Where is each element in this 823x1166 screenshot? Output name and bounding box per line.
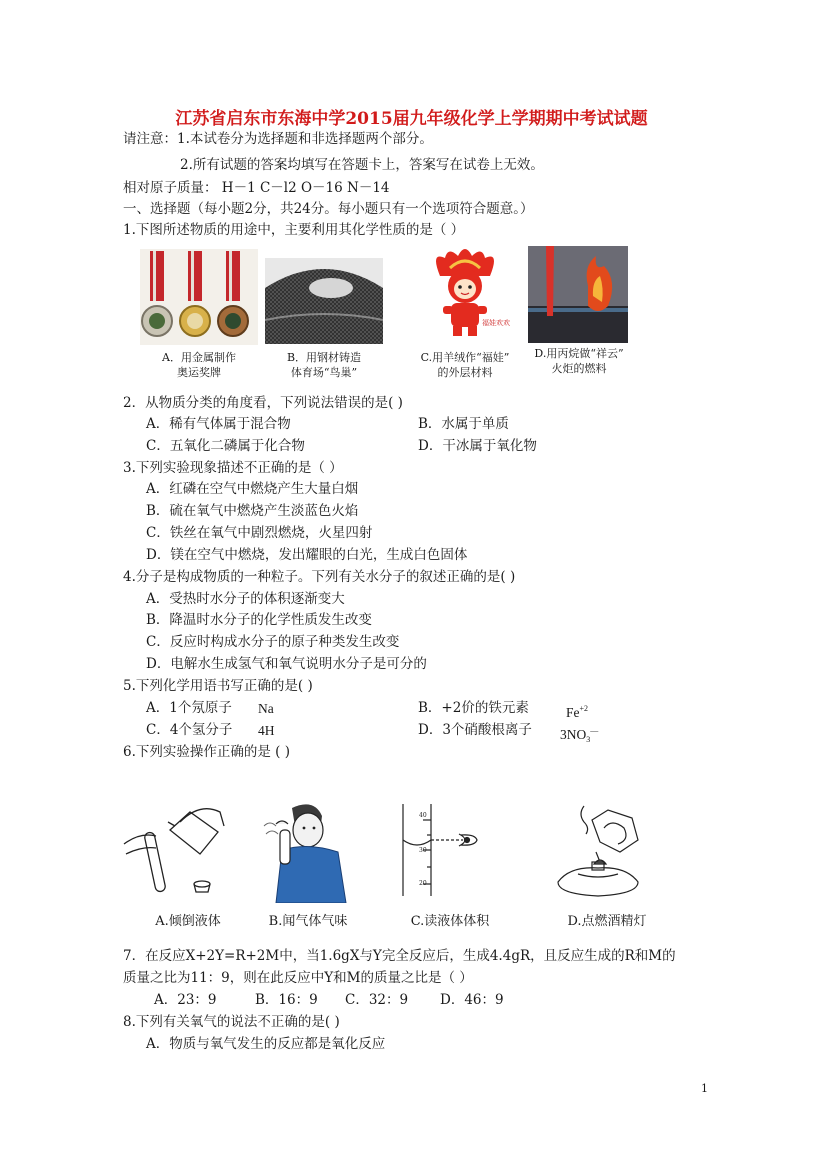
q6-caption-c: C.读液体体积 (410, 914, 490, 929)
q2-option-a: A．稀有气体属于混合物 (146, 416, 291, 432)
pouring-liquid-diagram (120, 792, 230, 897)
q7-option-c: C．32：9 (345, 992, 409, 1008)
q3-option-d: D．镁在空气中燃烧，发出耀眼的白光，生成白色固体 (146, 547, 468, 563)
atomic-masses: 相对原子质量： H－1 C－l2 O－16 N－14 (123, 180, 390, 196)
page-title: 江苏省启东市东海中学2015届九年级化学上学期期中考试试题 (175, 109, 648, 129)
scale-20: 20 (419, 880, 427, 887)
q6-caption-b: B.闻气体气味 (268, 914, 348, 929)
q8-option-a: A．物质与氧气发生的反应都是氧化反应 (146, 1036, 386, 1052)
q5-formula-b: $Fe^{+2}$ (566, 704, 589, 720)
q2-option-d: D．干冰属于氧化物 (418, 438, 537, 454)
q6-caption-a: A.倾倒液体 (155, 914, 221, 929)
q1-caption-c: C.用羊绒作“福娃” 的外层材料 (420, 351, 510, 379)
q4-option-b: B．降温时水分子的化学性质发生改变 (146, 612, 372, 628)
q3-option-c: C．铁丝在氧气中剧烈燃烧，火星四射 (146, 525, 373, 541)
q7-option-b: B．16：9 (255, 992, 318, 1008)
q1-caption-b: B．用钢材铸造 体育场“鸟巢” (286, 351, 362, 379)
mascot-label: 福娃欢欢 (482, 319, 510, 327)
scale-40: 40 (419, 812, 427, 819)
q3-stem: 3.下列实验现象描述不正确的是（ ） (123, 460, 343, 476)
q1-caption-a: A．用金属制作 奥运奖牌 (162, 351, 236, 379)
q5-formula-a: Na (258, 701, 274, 716)
q5-option-c: C．4个氢分子 (146, 722, 233, 738)
q5-option-b: B．+2价的铁元素 (418, 700, 529, 716)
q5-option-a: A．1个氖原子 (146, 700, 232, 716)
q7-line-1: 7．在反应X+2Y=R+2M中，当1.6gX与Y完全反应后，生成4.4gR，且反应生成的R和M的 (123, 948, 676, 964)
q5-option-d: D．3个硝酸根离子 (418, 722, 532, 738)
notice-line-2: 2.所有试题的答案均填写在答题卡上，答案写在试卷上无效。 (180, 157, 544, 173)
fuwa-mascot-image (410, 246, 520, 346)
q5-stem: 5.下列化学用语书写正确的是( ) (123, 678, 313, 694)
q4-stem: 4.分子是构成物质的一种粒子。下列有关水分子的叙述正确的是( ) (123, 569, 516, 585)
q4-option-d: D．电解水生成氢气和氧气说明水分子是可分的 (146, 656, 427, 672)
q3-option-a: A．红磷在空气中燃烧产生大量白烟 (146, 481, 359, 497)
reading-volume-diagram (395, 800, 495, 900)
q2-stem: 2．从物质分类的角度看，下列说法错误的是( ) (123, 395, 403, 411)
q4-option-c: C．反应时构成水分子的原子种类发生改变 (146, 634, 400, 650)
q1-caption-d: D.用丙烷做“祥云” 火炬的燃料 (534, 347, 624, 375)
q4-option-a: A．受热时水分子的体积逐渐变大 (146, 591, 345, 607)
q2-option-c: C．五氧化二磷属于化合物 (146, 438, 305, 454)
section-heading: 一、选择题（每小题2分，共24分。每小题只有一个选项符合题意。） (123, 201, 534, 217)
q7-option-d: D．46：9 (440, 992, 504, 1008)
q6-stem: 6.下列实验操作正确的是 ( ) (123, 744, 290, 760)
birds-nest-image (265, 258, 383, 344)
q6-caption-d: D.点燃酒精灯 (567, 914, 647, 929)
smelling-gas-diagram (262, 798, 352, 903)
q1-stem: 1.下图所述物质的用途中，主要利用其化学性质的是（ ） (123, 222, 465, 238)
medals-image (140, 249, 258, 345)
q5-formula-c: 4H (258, 723, 275, 738)
scale-30: 30 (419, 847, 427, 854)
q3-option-b: B．硫在氧气中燃烧产生淡蓝色火焰 (146, 503, 359, 519)
q7-line-2: 质量之比为11：9，则在此反应中Y和M的质量之比是（ ） (123, 970, 473, 986)
q5-formula-d: $3NO_3^—$ (560, 726, 599, 744)
alcohol-lamp-diagram (548, 800, 648, 900)
notice-line-1: 请注意：1.本试卷分为选择题和非选择题两个部分。 (123, 131, 433, 147)
torch-image (528, 246, 628, 343)
q7-option-a: A．23：9 (154, 992, 217, 1008)
q2-option-b: B．水属于单质 (418, 416, 509, 432)
page-number: 1 (701, 1082, 708, 1095)
q8-stem: 8.下列有关氧气的说法不正确的是( ) (123, 1014, 340, 1030)
